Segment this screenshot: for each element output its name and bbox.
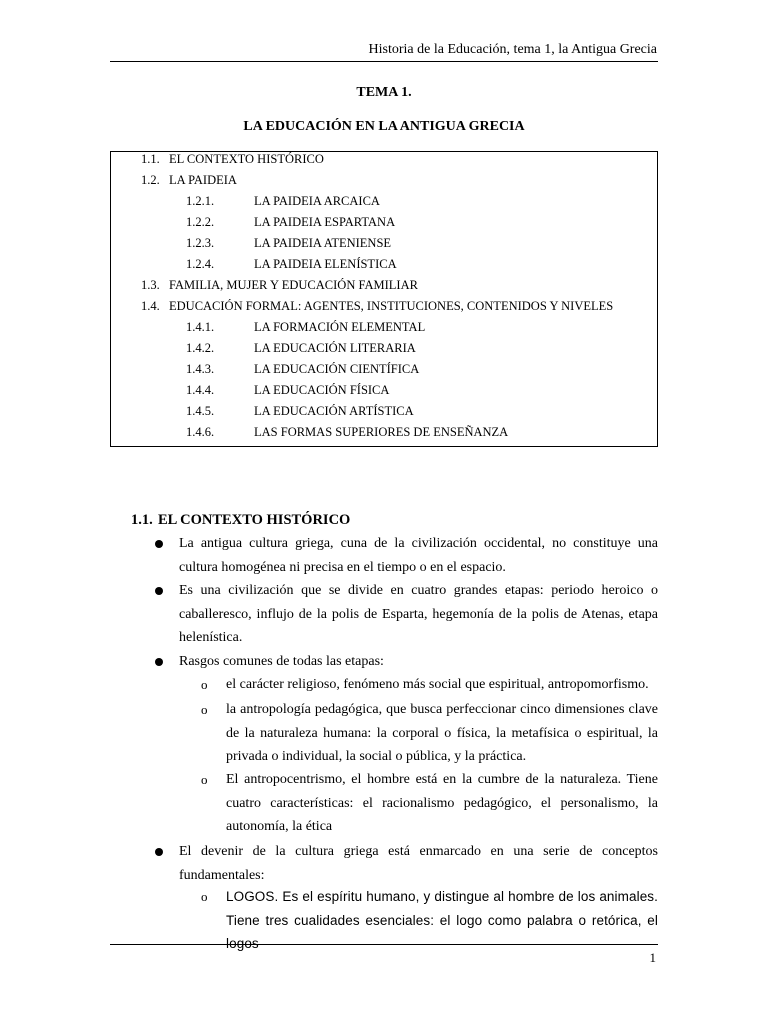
section-heading [131,512,350,529]
toc-item-label: LAS FORMAS SUPERIORES DE ENSEÑANZA [254,425,509,439]
tema-label: TEMA 1. [356,85,412,100]
toc-item-number: 1.2.4. [186,257,215,271]
bullet-icon [155,540,163,548]
toc-item-label: LA PAIDEIA ESPARTANA [254,215,396,229]
toc-item-label: LA PAIDEIA [169,173,237,187]
sub-bullet-marker: o [201,677,208,692]
section-title: EL CONTEXTO HISTÓRICO [158,512,351,528]
bullet-icon [155,587,163,595]
toc-item-number: 1.1. [141,152,160,166]
sub-bullet-paragraph: El antropocentrismo, el hombre está en la cumbre de la naturaleza. Tiene cuatro características: el racionalismo pedagógico, el personalismo, la autonomía, la ética [226,772,658,834]
toc-item-label: LA EDUCACIÓN FÍSICA [254,383,390,397]
toc-item-label: EDUCACIÓN FORMAL: AGENTES, INSTITUCIONES, CONTENIDOS Y NIVELES [169,299,614,313]
toc-item-label: LA EDUCACIÓN LITERARIA [254,341,416,355]
sub-bullet-marker: o [201,702,208,717]
toc-item-label: LA PAIDEIA ELENÍSTICA [254,257,397,271]
toc-item-label: LA FORMACIÓN ELEMENTAL [254,320,426,334]
bullet-paragraph: Rasgos comunes de todas las etapas: [179,654,384,669]
table-of-contents [110,151,658,447]
toc-item-number: 1.2. [141,173,160,187]
toc-item-label: LA PAIDEIA ARCAICA [254,194,380,208]
bullet-paragraph: La antigua cultura griega, cuna de la civilización occidental, no constituye una cultura homogénea ni precisa en el tiempo o en el espacio. [179,536,658,575]
sub-bullet-marker: o [201,772,208,787]
toc-item-number: 1.2.1. [186,194,215,208]
toc-item-number: 1.2.3. [186,236,215,250]
toc-item-number: 1.4.4. [186,383,215,397]
bullet-paragraph: Es una civilización que se divide en cuatro grandes etapas: periodo heroico o caballeresco, influjo de la polis de Esparta, hegemonía de la polis de Atenas, etapa helenística. [179,583,658,645]
toc-item-number: 1.3. [141,278,160,292]
running-header: Historia de la Educación, tema 1, la Antigua Grecia [368,42,657,57]
bullet-icon [155,848,163,856]
toc-item-number: 1.2.2. [186,215,215,229]
toc-item-number: 1.4.5. [186,404,215,418]
document-title: LA EDUCACIÓN EN LA ANTIGUA GRECIA [243,119,525,134]
toc-item-label: LA EDUCACIÓN ARTÍSTICA [254,404,414,418]
bullet-icon [155,658,163,666]
sub-bullet-marker: o [201,889,208,904]
sub-bullet-paragraph: LOGOS. Es el espíritu humano, y distingue al hombre de los animales. Tiene tres cualidades esenciales: el logo como palabra o retórica, el logos [226,889,658,951]
sub-bullet-paragraph: el carácter religioso, fenómeno más social que espiritual, antropomorfismo. [226,677,649,692]
toc-item-number: 1.4.3. [186,362,215,376]
toc-item-label: LA EDUCACIÓN CIENTÍFICA [254,362,420,376]
toc-item-label: EL CONTEXTO HISTÓRICO [169,152,324,166]
toc-item-number: 1.4.2. [186,341,215,355]
footer-divider [110,944,658,945]
toc-item-label: FAMILIA, MUJER Y EDUCACIÓN FAMILIAR [169,278,418,292]
toc-item-number: 1.4.1. [186,320,215,334]
sub-bullet-paragraph: la antropología pedagógica, que busca perfeccionar cinco dimensiones clave de la naturaleza humana: la corporal o física, la metafísica o espiritual, la privada o individual, la social o pública, y la práctica. [226,702,658,764]
bullet-paragraph: El devenir de la cultura griega está enmarcado en una serie de conceptos fundamentales: [179,844,658,883]
header-divider [110,61,658,62]
toc-item-number: 1.4.6. [186,425,215,439]
toc-item-label: LA PAIDEIA ATENIENSE [254,236,392,250]
toc-item-number: 1.4. [141,299,160,313]
page-number: 1 [649,950,656,965]
section-number: 1.1. [131,512,153,528]
